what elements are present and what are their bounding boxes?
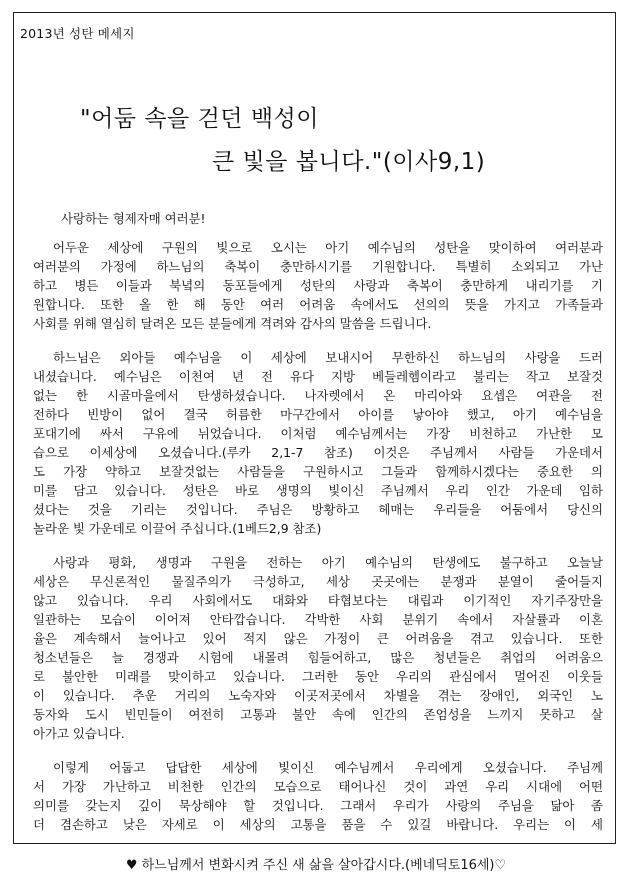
greeting: 사랑하는 형제자매 여러분! [61,211,206,226]
paragraph-line: 어두운 세상에 구원의 빛으로 오시는 아기 예수님의 성탄을 맞이하여 여러분과 [53,240,603,255]
paragraph [33,348,603,538]
paragraph-line: 포대기에 싸서 구유에 뉘었습니다. 이처럼 예수님께서는 가장 비천하고 가난한 모 [33,426,603,441]
paragraph-line: 하고 병든 이들과 북녘의 동포들에게 성탄의 사랑과 축복이 충만하게 내리기를 기 [33,278,603,293]
message-body [33,209,603,849]
paragraph-line: 습으로 이세상에 오셨습니다.(루카 2,1-7 참조) 이것은 주님께서 사람들 가운데서 [33,445,603,460]
paragraphs [33,238,603,834]
paragraph-line: 더 겸손하고 낮은 자세로 이 세상의 고통을 품을 수 있길 바랍니다. 우리는 이 세 [33,817,603,832]
paragraph-line: 내셨습니다. 예수님은 이천여 년 전 유다 지방 베들레헴이라고 불리는 작고 보잘것 [33,369,603,384]
paragraph-line: 일관하는 모습이 이어져 안타깝습니다. 각박한 사회 분위기 속에서 자살률과 이혼 [33,612,603,627]
paragraph-line: 도 가장 약하고 보잘것없는 사람들을 구원하시고 그들과 함께하시겠다는 중요한 의 [33,464,603,479]
paragraph-line: 여러분의 가정에 하느님의 축복이 충만하시기를 기원합니다. 특별히 소외되고 가난 [33,259,603,274]
paragraph-line: 하느님은 외아들 예수님을 이 세상에 보내시어 무한하신 하느님의 사랑을 드러 [53,350,603,365]
paragraph-line: 사회를 위해 열심히 달려온 모든 분들에게 격려와 감사의 말씀을 드립니다. [33,316,432,331]
paragraph-line: 놀라운 빛 가운데로 이끌어 주십니다.(1베드2,9 참조) [33,521,322,536]
paragraph-line: 동자와 도시 빈민들이 여전히 고통과 불안 속에 인간의 존엄성을 느끼지 못하고 살 [33,707,603,722]
paragraph-line: 율은 계속해서 늘어나고 있어 적지 않은 가정이 큰 어려움을 겪고 있습니다. 또한 [33,631,603,646]
paragraph-line: 로 불안한 미래를 맞이하고 있습니다. 그러한 동안 우리의 관심에서 멀어진 이웃들 [33,669,603,684]
paragraph [33,758,603,834]
paragraph-line: 서 가장 가난하고 비천한 인간의 모습으로 태어나신 것이 과연 우리 시대에 어떤 [33,779,603,794]
paragraph-line: 셨다는 것을 기리는 것입니다. 주님은 방황하고 헤매는 우리들을 어둠에서 당신의 [33,502,603,517]
title-line-1: "어둠 속을 걷던 백성이 [80,106,319,132]
paragraph-line: 사랑과 평화, 생명과 구원을 전하는 아기 예수님의 탄생에도 불구하고 오늘날 [53,555,603,570]
paragraph-line: 원합니다. 또한 올 한 해 동안 여러 어려움 속에서도 선의의 뜻을 가지고 가족들과 [33,297,603,312]
paragraph-line: 이 있습니다. 추운 거리의 노숙자와 이곳저곳에서 차별을 겪는 장애인, 외국인 노 [33,688,603,703]
paragraph-line: 아가고 있습니다. [33,726,125,741]
paragraph-line: 없는 한 시골마을에서 탄생하셨습니다. 나자렛에서 온 마리아와 요셉은 여관을 전 [33,388,603,403]
title-line-2: 큰 빛을 봅니다."(이사9,1) [212,149,486,175]
document-header: 2013년 성탄 메세지 [20,26,135,41]
paragraph-line: 청소년들은 늘 경쟁과 시험에 내몰려 힘들어하고, 많은 청년들은 취업의 어려움으 [33,650,603,665]
paragraph [33,238,603,333]
footer-quote: ♥ 하느님께서 변화시켜 주신 새 삶을 살아갑시다.(베네딕토16세)♡ [125,858,507,873]
paragraph-line: 의미를 갖는지 깊이 묵상해야 할 것입니다. 그래서 우리가 사랑의 주님을 닮아 좀 [33,798,603,813]
paragraph-line: 않고 있습니다. 우리 사회에서도 대화와 타협보다는 대립과 이기적인 자기주장만을 [33,593,603,608]
paragraph [33,553,603,743]
paragraph-line: 전하다 빈방이 없어 결국 허름한 마구간에서 아이를 낳아야 했고, 아기 예수님을 [33,407,603,422]
paragraph-line: 세상은 무신론적인 물질주의가 극성하고, 세상 곳곳에는 분쟁과 분열이 줄어들지 [33,574,603,589]
paragraph-line: 이렇게 어둡고 답답한 세상에 빛이신 예수님께서 우리에게 오셨습니다. 주님께 [53,760,603,775]
paragraph-line: 미를 담고 있습니다. 성탄은 바로 생명의 빛이신 주님께서 우리 인간 가운데 임하 [33,483,603,498]
